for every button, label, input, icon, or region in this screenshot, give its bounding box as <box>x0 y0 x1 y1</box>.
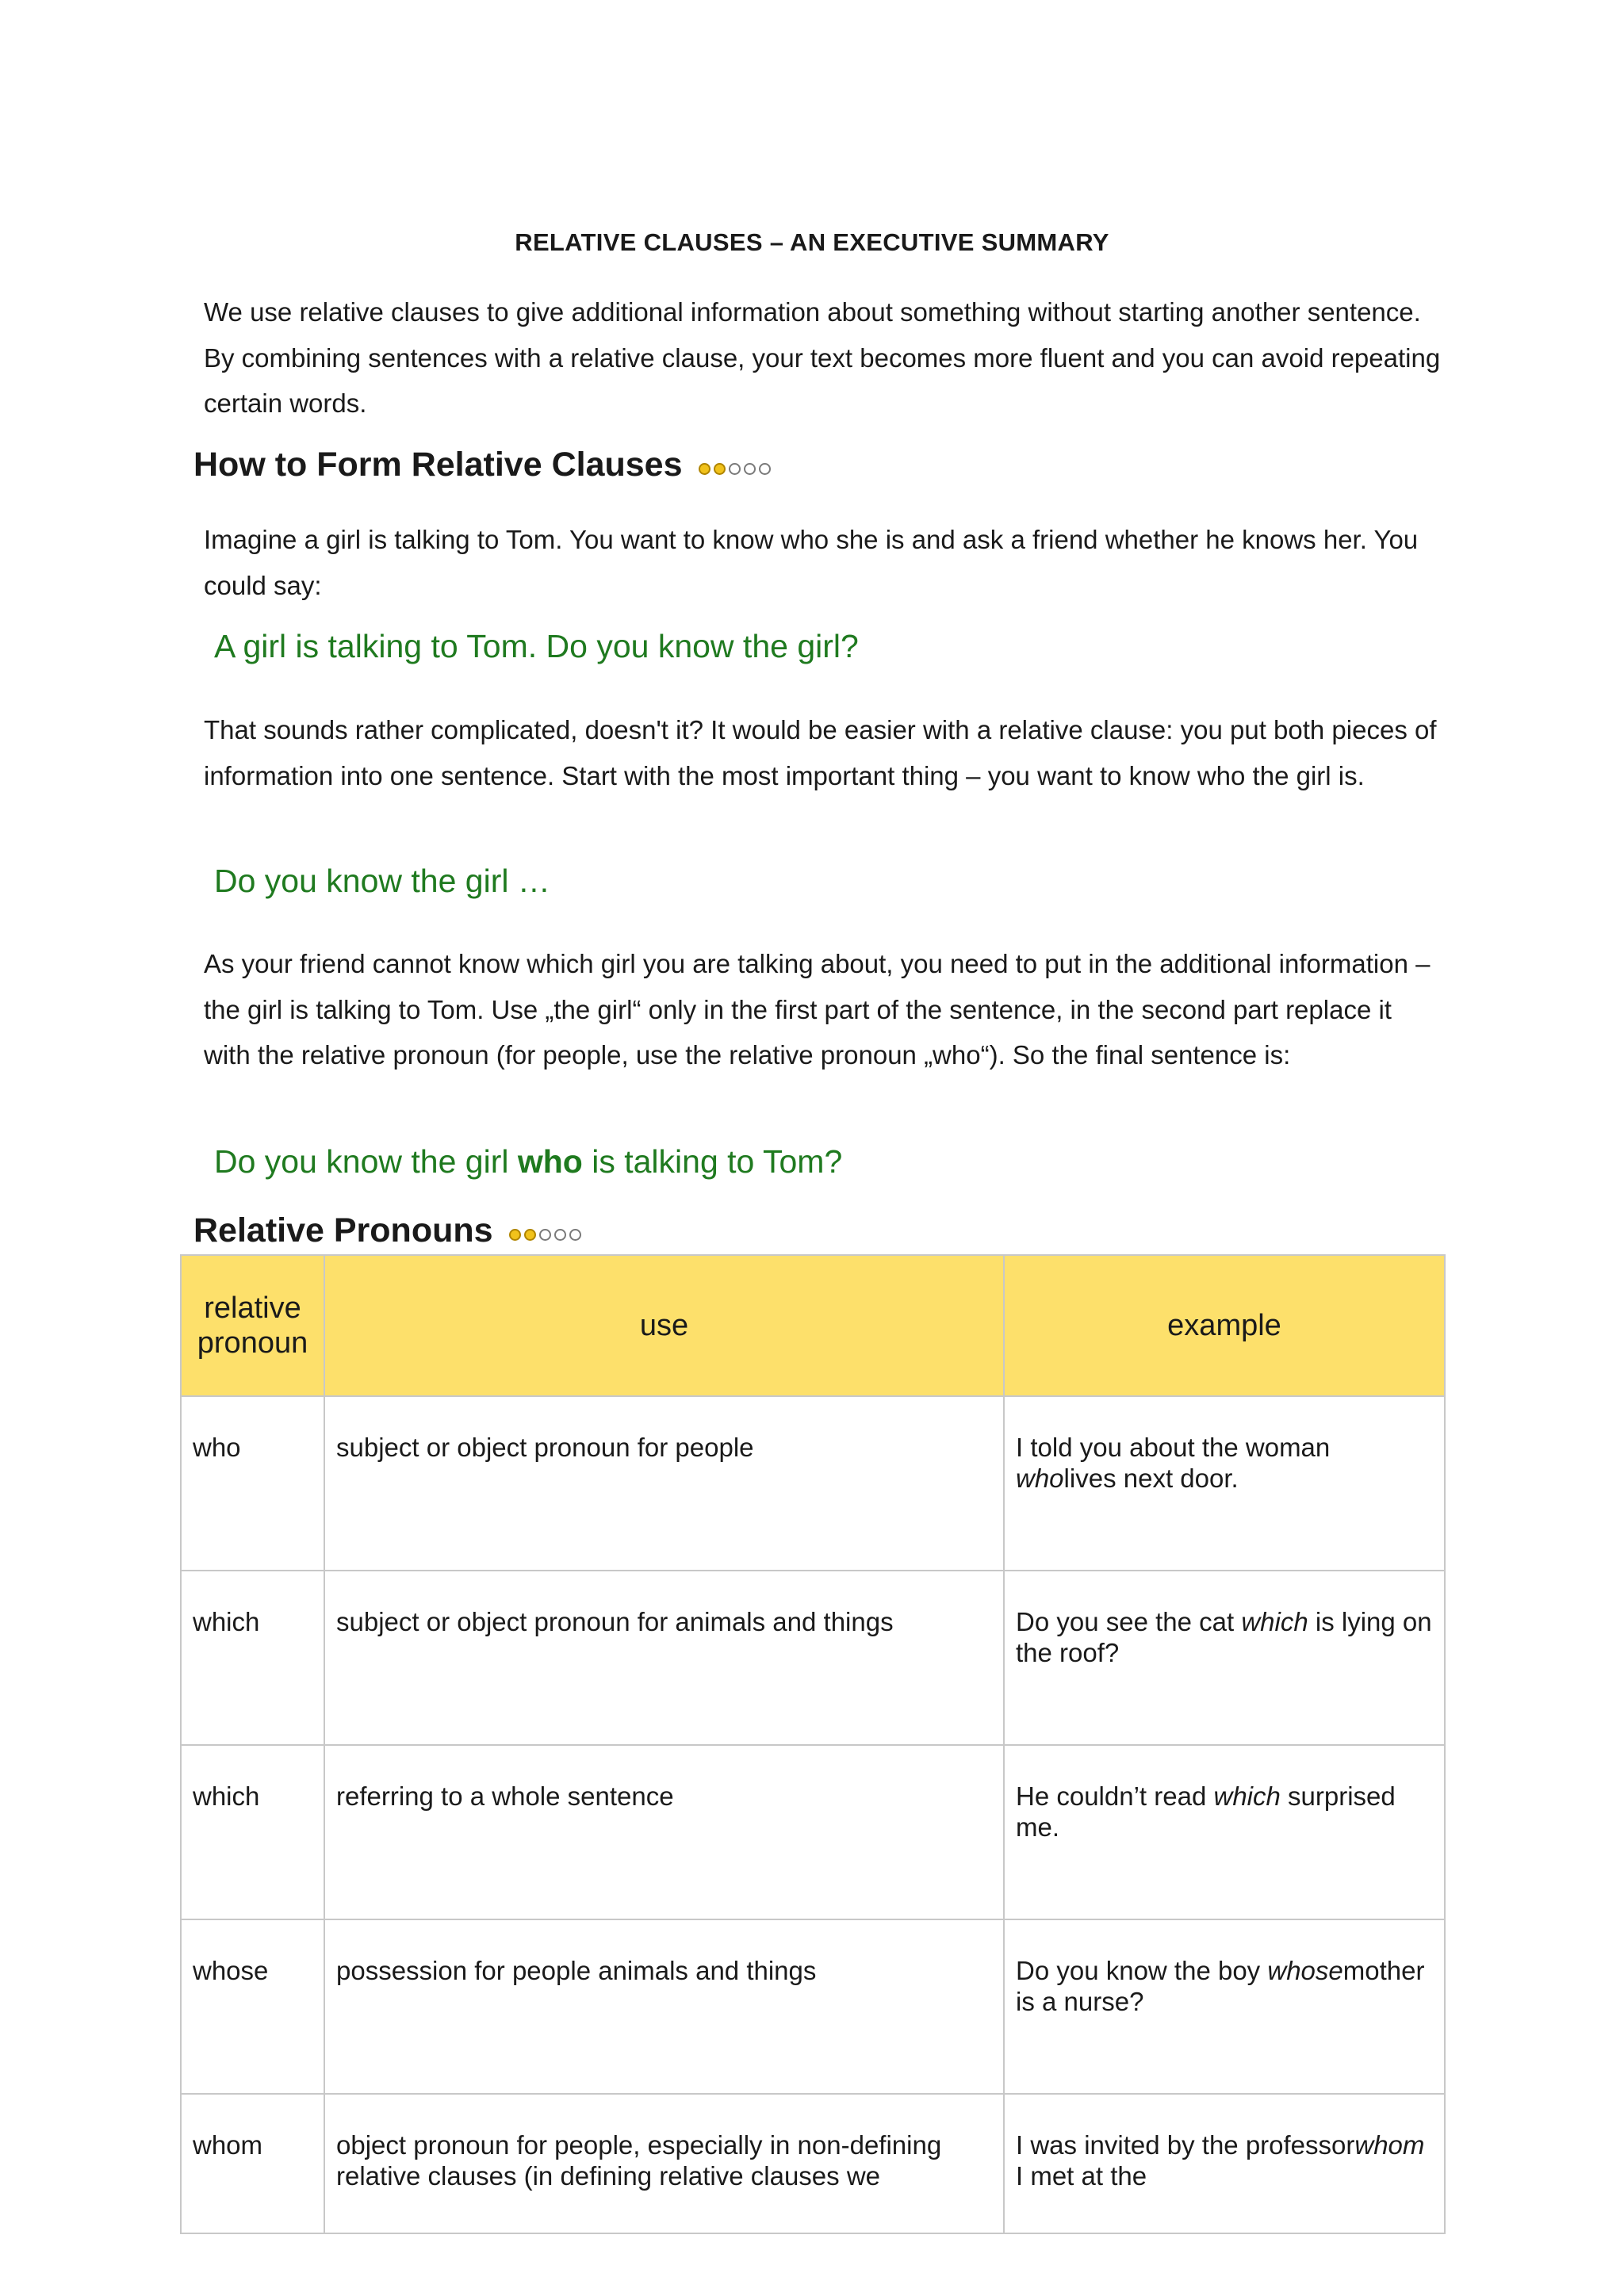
pronoun-cell: whose <box>181 1919 324 2094</box>
example-italic-pronoun: which <box>1241 1607 1308 1636</box>
example-text: I met at the <box>1016 2161 1147 2191</box>
example-sentence-1: A girl is talking to Tom. Do you know the girl? <box>214 628 859 664</box>
difficulty-dot-filled-icon <box>509 1229 521 1241</box>
paragraph-friend: As your friend cannot know which girl you are talking about, you need to put in the additional information – the girl is talking to Tom. Use „the girl“ only in the first part of the sentence, in the second part replace it with the relative pronoun (for people, use the relative pronoun „who“). So the final sentence is: <box>204 949 1431 1070</box>
difficulty-dot-empty-icon <box>569 1229 581 1241</box>
difficulty-dot-empty-icon <box>744 463 756 475</box>
example-3-part-2: is talking to Tom? <box>582 1143 843 1180</box>
example-cell <box>1004 1571 1445 1745</box>
example-italic-pronoun: whose <box>1267 1956 1343 1985</box>
table-header-row <box>181 1255 1445 1396</box>
document-title: RELATIVE CLAUSES – AN EXECUTIVE SUMMARY <box>515 228 1109 256</box>
column-header-use: use <box>324 1255 1004 1396</box>
example-sentence-3 <box>214 1143 842 1181</box>
use-cell: subject or object pronoun for animals and things <box>324 1571 1004 1745</box>
example-text: I told you about the woman <box>1016 1433 1331 1462</box>
pronoun-cell: who <box>181 1396 324 1571</box>
example-text: Do you know the boy <box>1016 1956 1268 1985</box>
pronoun-cell: which <box>181 1745 324 1919</box>
example-text: surprised me. <box>1016 1781 1396 1842</box>
difficulty-dot-empty-icon <box>759 463 771 475</box>
difficulty-rating-icon <box>699 463 771 475</box>
difficulty-dot-filled-icon <box>699 463 710 475</box>
example-text: lives next door. <box>1063 1464 1239 1493</box>
example-text: He couldn’t read <box>1016 1781 1214 1811</box>
use-cell: possession for people animals and things <box>324 1919 1004 2094</box>
pronoun-cell: which <box>181 1571 324 1745</box>
heading-relative-pronouns <box>193 1211 581 1250</box>
example-text: I was invited by the professor <box>1016 2130 1355 2160</box>
difficulty-rating-icon <box>509 1229 581 1241</box>
example-italic-pronoun: which <box>1213 1781 1281 1811</box>
example-italic-pronoun: who <box>1016 1464 1064 1493</box>
example-cell <box>1004 1396 1445 1571</box>
table-row <box>181 1571 1445 1745</box>
difficulty-dot-empty-icon <box>729 463 741 475</box>
table-row <box>181 1745 1445 1919</box>
paragraph-complicated: That sounds rather complicated, doesn't it? It would be easier with a relative clause: you put both pieces of information into one sentence. Start with the most important thing – you want to know who the girl is. <box>204 715 1437 790</box>
relative-pronouns-table <box>180 1254 1446 2234</box>
example-sentence-2: Do you know the girl … <box>214 863 550 899</box>
column-header-pronoun: relative pronoun <box>181 1255 324 1396</box>
difficulty-dot-empty-icon <box>539 1229 551 1241</box>
example-text: is lying on the roof? <box>1016 1607 1432 1667</box>
table-row <box>181 2094 1445 2233</box>
pronoun-cell: whom <box>181 2094 324 2233</box>
column-header-example: example <box>1004 1255 1445 1396</box>
heading-how-to-form <box>193 446 771 484</box>
example-cell <box>1004 2094 1445 2233</box>
heading-how-to-form-text: How to Form Relative Clauses <box>193 446 683 484</box>
use-cell: subject or object pronoun for people <box>324 1396 1004 1571</box>
use-cell: referring to a whole sentence <box>324 1745 1004 1919</box>
table-row <box>181 1919 1445 2094</box>
use-cell: object pronoun for people, especially in non-defining relative clauses (in defining relative clauses we <box>324 2094 1004 2233</box>
example-cell <box>1004 1919 1445 2094</box>
example-3-bold-who: who <box>517 1143 583 1180</box>
difficulty-dot-empty-icon <box>554 1229 566 1241</box>
heading-relative-pronouns-text: Relative Pronouns <box>193 1211 493 1249</box>
example-3-part-1: Do you know the girl <box>214 1143 518 1180</box>
difficulty-dot-filled-icon <box>524 1229 536 1241</box>
table-row <box>181 1396 1445 1571</box>
intro-paragraph: We use relative clauses to give additional information about something without starting another sentence. By combining sentences with a relative clause, your text becomes more fluent and you can avoid repeating certain words. <box>204 297 1441 418</box>
example-cell <box>1004 1745 1445 1919</box>
example-text: mother is a nurse? <box>1016 1956 1425 2016</box>
example-text: Do you see the cat <box>1016 1607 1242 1636</box>
example-italic-pronoun: whom <box>1354 2130 1425 2160</box>
paragraph-imagine: Imagine a girl is talking to Tom. You want to know who she is and ask a friend whether he knows her. You could say: <box>204 525 1419 600</box>
difficulty-dot-filled-icon <box>714 463 726 475</box>
